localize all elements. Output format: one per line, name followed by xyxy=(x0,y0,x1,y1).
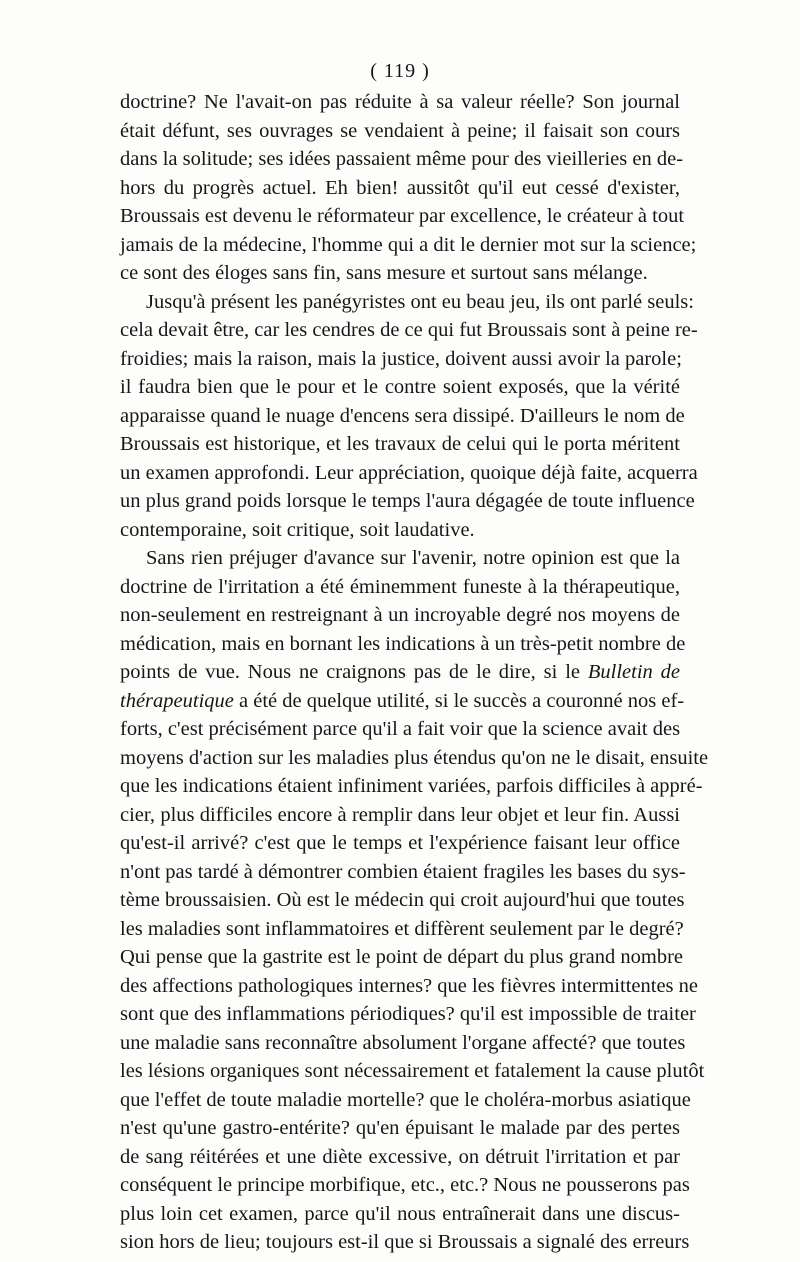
text-line: était défunt, ses ouvrages se vendaient à peine; il faisait son cours xyxy=(120,119,680,142)
text-line: sont que des inflammations périodiques? qu'il est impossible de traiter xyxy=(120,1003,696,1025)
text-line: sion hors de lieu; toujours est-il que si Broussais a signalé des erreurs xyxy=(120,1231,690,1253)
text-line: médication, mais en bornant les indications à un très-petit nombre de xyxy=(120,632,686,655)
text-line: les lésions organiques sont nécessairement et fatalement la cause plutôt xyxy=(120,1060,705,1082)
text-line: cier, plus difficiles encore à remplir dans leur objet et leur fin. Aussi xyxy=(120,803,680,826)
text-segment: a été de quelque utilité, si le succès a couronné nos ef- xyxy=(239,689,685,712)
text-line: une maladie sans reconnaître absolument l'organe affecté? que toutes xyxy=(120,1031,686,1054)
text-line: Jusqu'à présent les panégyristes ont eu beau jeu, ils ont parlé seuls: xyxy=(146,290,694,313)
text-line: il faudra bien que le pour et le contre soient exposés, que la vérité xyxy=(120,376,680,398)
text-line: forts, c'est précisément parce qu'il a fait voir que la science avait des xyxy=(120,718,681,740)
text-line: cela devait être, car les cendres de ce qui fut Broussais sont à peine re- xyxy=(120,319,698,341)
text-line: doctrine de l'irritation a été éminemment funeste à la thérapeutique, xyxy=(120,575,680,598)
text-line: tème broussaisien. Où est le médecin qui croit aujourd'hui que toutes xyxy=(120,889,685,911)
text-line xyxy=(120,687,685,716)
text-line: moyens d'action sur les maladies plus étendus qu'on ne le disait, ensuite xyxy=(120,746,709,769)
text-line: plus loin cet examen, parce qu'il nous entraînerait dans une discus- xyxy=(120,1202,680,1225)
text-line: conséquent le principe morbifique, etc., etc.? Nous ne pousserons pas xyxy=(120,1174,690,1196)
text-line: que l'effet de toute maladie mortelle? que le choléra-morbus asiatique xyxy=(120,1088,691,1111)
text-line: hors du progrès actuel. Eh bien! aussitôt qu'il eut cessé d'exister, xyxy=(120,176,680,199)
text-line: froidies; mais la raison, mais la justice, doivent aussi avoir la parole; xyxy=(120,347,682,370)
text-line: n'est qu'une gastro-entérite? qu'en épuisant le malade par des pertes xyxy=(120,1117,680,1139)
text-line: ce sont des éloges sans fin, sans mesure et surtout sans mélange. xyxy=(120,262,648,284)
text-line: Broussais est historique, et les travaux de celui qui le porta méritent xyxy=(120,433,680,455)
body-text xyxy=(120,88,709,1257)
text-line: de sang réitérées et une diète excessive, on détruit l'irritation et par xyxy=(120,1145,680,1168)
text-line: contemporaine, soit critique, soit laudative. xyxy=(120,518,475,541)
text-line: jamais de la médecine, l'homme qui a dit le dernier mot sur la science; xyxy=(120,233,697,256)
page-number: ( 119 ) xyxy=(370,60,430,82)
text-line: des affections pathologiques internes? que les fièvres intermittentes ne xyxy=(120,974,698,997)
text-line: un plus grand poids lorsque le temps l'aura dégagée de toute influence xyxy=(120,490,695,512)
text-line: doctrine? Ne l'avait-on pas réduite à sa valeur réelle? Son journal xyxy=(120,91,680,113)
text-line: apparaisse quand le nuage d'encens sera dissipé. D'ailleurs le nom de xyxy=(120,404,685,427)
text-line: Qui pense que la gastrite est le point de départ du plus grand nombre xyxy=(120,946,684,968)
text-line: dans la solitude; ses idées passaient même pour des vieilleries en de- xyxy=(120,148,684,170)
text-line xyxy=(120,658,680,687)
text-line: qu'est-il arrivé? c'est que le temps et l'expérience faisant leur office xyxy=(120,832,680,854)
text-line: non-seulement en restreignant à un incroyable degré nos moyens de xyxy=(120,604,680,626)
text-line: n'ont pas tardé à démontrer combien étaient fragiles les bases du sys- xyxy=(120,860,686,883)
text-segment: points de vue. Nous ne craignons pas de le dire, si le xyxy=(120,661,580,683)
italic-title: Bulletin de xyxy=(587,661,680,683)
italic-title: thérapeutique xyxy=(120,689,234,712)
text-line: Sans rien préjuger d'avance sur l'avenir, notre opinion est que la xyxy=(146,547,680,569)
text-line: que les indications étaient infiniment variées, parfois difficiles à appré- xyxy=(120,775,703,797)
text-line: les maladies sont inflammatoires et diffèrent seulement par le degré? xyxy=(120,917,684,940)
text-line: Broussais est devenu le réformateur par excellence, le créateur à tout xyxy=(120,205,685,227)
text-line: un examen approfondi. Leur appréciation, quoique déjà faite, acquerra xyxy=(120,461,698,484)
